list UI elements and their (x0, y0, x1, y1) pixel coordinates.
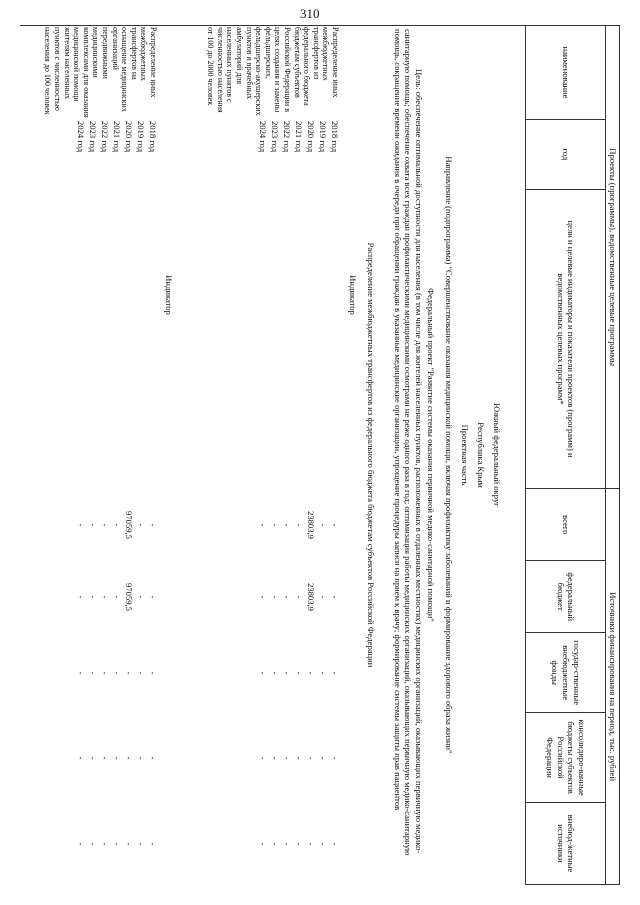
cell-reg: - (282, 756, 292, 760)
cell-funds: - (270, 671, 280, 675)
cell-year: 2019 год (318, 121, 328, 153)
cell-fed: - (148, 595, 158, 599)
cell-fed: 97059,5 (124, 583, 134, 611)
cell-total: - (100, 523, 110, 527)
cell-extra: - (282, 842, 292, 846)
header-group-projects: Проекты (программы), ведомственные целевые программы (606, 26, 620, 489)
cell-total: - (148, 523, 158, 527)
table-row (292, 25, 304, 885)
cell-funds: - (258, 671, 268, 675)
cell-extra: - (330, 842, 340, 846)
header-year: год (526, 119, 606, 189)
cell-extra: - (294, 842, 304, 846)
cell-funds: - (112, 671, 122, 675)
cell-reg: - (270, 756, 280, 760)
cell-extra: - (136, 842, 146, 846)
cell-year: 2022 год (282, 121, 292, 153)
cell-total: - (88, 523, 98, 527)
region-title: Республика Крым (476, 422, 486, 488)
cell-extra: - (270, 842, 280, 846)
cell-year: 2018 год (148, 121, 158, 153)
cell-extra: - (100, 842, 110, 846)
table-row (134, 25, 146, 885)
cell-total: - (294, 523, 304, 527)
table-row (316, 25, 328, 885)
goal-text: Цель: обеспечение оптимальной доступности для населения (в том числе для жителей населенных пунктов, расположенных в отдаленных местностях) медицинских организаций, оказывающих первичную медико-санитарную помощь; обеспечение охвата всех граждан профилактическими медицинскими осмотрами не реже одного раза в год; оптимизация работы медицинских организаций, оказывающих первичную медико-санитарную помощь, сокращение времени ожидания в очереди при обращении граждан в указанные медицинские организации, упрощение процедуры записи на прием к врачу; формирование системы защиты прав пациентов (392, 29, 424, 856)
cell-year: 2021 год (294, 121, 304, 153)
cell-reg: - (76, 756, 86, 760)
table-row (328, 25, 340, 885)
cell-extra: - (306, 842, 316, 846)
cell-total: - (76, 523, 86, 527)
cell-fed: - (88, 595, 98, 599)
direction-title: Направление (подпрограмма) "Совершенствование оказания медицинской помощи, включая профилактику заболеваний и формирование здорового образа жизни" (444, 156, 454, 754)
table-row (268, 25, 280, 885)
table-row (304, 25, 316, 885)
cell-funds: - (76, 671, 86, 675)
cell-fed: - (112, 595, 122, 599)
table-row (256, 25, 268, 885)
cell-reg: - (88, 756, 98, 760)
cell-fed: - (270, 595, 280, 599)
table-row (146, 25, 158, 885)
cell-reg: - (330, 756, 340, 760)
cell-funds: - (318, 671, 328, 675)
header-total: всего (526, 489, 606, 561)
cell-fed: - (294, 595, 304, 599)
cell-total: 23803,9 (306, 511, 316, 539)
header-goals: цели и целевые индикаторы и показатели проектов (программ) и ведомственных целевых программ* (526, 189, 606, 489)
cell-fed: - (136, 595, 146, 599)
cell-funds: - (88, 671, 98, 675)
cell-fed: - (258, 595, 268, 599)
cell-extra: - (112, 842, 122, 846)
table-row (280, 25, 292, 885)
row-name: Распределение иных межбюджетных трансфертов из федерального бюджета бюджетам субъектов Российской Федерации в целях создания и замены фельдшерских, фельдшерско-акушерских пунктов и врачебных амбулаторий для населенных пунктов с численностью населения от 100 до 2000 человек (206, 27, 340, 116)
header-extrabudgetary: внебюд-жетные источники (526, 803, 606, 885)
cell-extra: - (318, 842, 328, 846)
cell-reg: - (112, 756, 122, 760)
cell-extra: - (76, 842, 86, 846)
district-title: Южный федеральный округ (492, 403, 502, 507)
indicator-label-1: Индикатор (348, 275, 358, 315)
cell-reg: - (124, 756, 134, 760)
cell-year: 2024 год (258, 121, 268, 153)
cell-funds: - (148, 671, 158, 675)
row-name: Распределение иных межбюджетных трансфертов на оснащение медицинских организаций передвижными медицинскими комплексами для оказания медицинской помощи жителям населенных пунктов с численностью населения до 100 человек (43, 27, 158, 118)
cell-reg: - (306, 756, 316, 760)
table-row (74, 25, 86, 885)
page-number: 310 (300, 6, 320, 21)
cell-reg: - (258, 756, 268, 760)
project-title: Федеральный проект "Развитие системы оказания первичной медико-санитарной помощи" (426, 288, 436, 622)
header-regional-budgets: консолидиро-ванные бюджеты субъектов Российской Федерации (526, 713, 606, 803)
cell-total: - (330, 523, 340, 527)
cell-extra: - (148, 842, 158, 846)
table-row (122, 25, 134, 885)
cell-year: 2024 год (76, 121, 86, 153)
cell-reg: - (294, 756, 304, 760)
header-name: наименование (526, 26, 606, 120)
cell-reg: - (318, 756, 328, 760)
cell-year: 2020 год (306, 121, 316, 153)
cell-extra: - (258, 842, 268, 846)
table-header (525, 25, 620, 885)
cell-total: - (112, 523, 122, 527)
rotated-table-page (20, 25, 620, 885)
cell-fed: - (330, 595, 340, 599)
table-row (110, 25, 122, 885)
cell-fed: - (76, 595, 86, 599)
cell-total: - (282, 523, 292, 527)
header-federal-budget: федеральный бюджет (526, 561, 606, 633)
cell-total: 97059,5 (124, 511, 134, 539)
left-border (20, 25, 528, 26)
cell-funds: - (294, 671, 304, 675)
cell-reg: - (148, 756, 158, 760)
table-row (86, 25, 98, 885)
cell-funds: - (124, 671, 134, 675)
cell-reg: - (136, 756, 146, 760)
part-title: Проектная часть (460, 424, 470, 486)
cell-fed: 23803,9 (306, 583, 316, 611)
cell-funds: - (306, 671, 316, 675)
subtitle: Распределение межбюджетных трансфертов из федерального бюджета бюджетам субъектов Российской Федерации (366, 242, 376, 668)
cell-year: 2023 год (88, 121, 98, 153)
cell-year: 2022 год (100, 121, 110, 153)
cell-year: 2020 год (124, 121, 134, 153)
table-row (98, 25, 110, 885)
cell-funds: - (330, 671, 340, 675)
cell-extra: - (88, 842, 98, 846)
cell-funds: - (100, 671, 110, 675)
footer-filename-area (0, 0, 18, 905)
indicator-label-2: Индикатор (164, 275, 174, 315)
cell-year: 2021 год (112, 121, 122, 153)
cell-total: - (136, 523, 146, 527)
cell-total: - (270, 523, 280, 527)
cell-fed: - (100, 595, 110, 599)
cell-year: 2019 год (136, 121, 146, 153)
cell-year: 2023 год (270, 121, 280, 153)
cell-year: 2018 год (330, 121, 340, 153)
header-offbudget-funds: государ-ственные внебюджетные фонды (526, 633, 606, 713)
cell-extra: - (124, 842, 134, 846)
cell-funds: - (282, 671, 292, 675)
cell-funds: - (136, 671, 146, 675)
cell-total: - (318, 523, 328, 527)
header-group-funding: Источники финансирования на период, тыс. рублей (606, 489, 620, 885)
cell-fed: - (282, 595, 292, 599)
cell-total: - (258, 523, 268, 527)
cell-fed: - (318, 595, 328, 599)
cell-reg: - (100, 756, 110, 760)
